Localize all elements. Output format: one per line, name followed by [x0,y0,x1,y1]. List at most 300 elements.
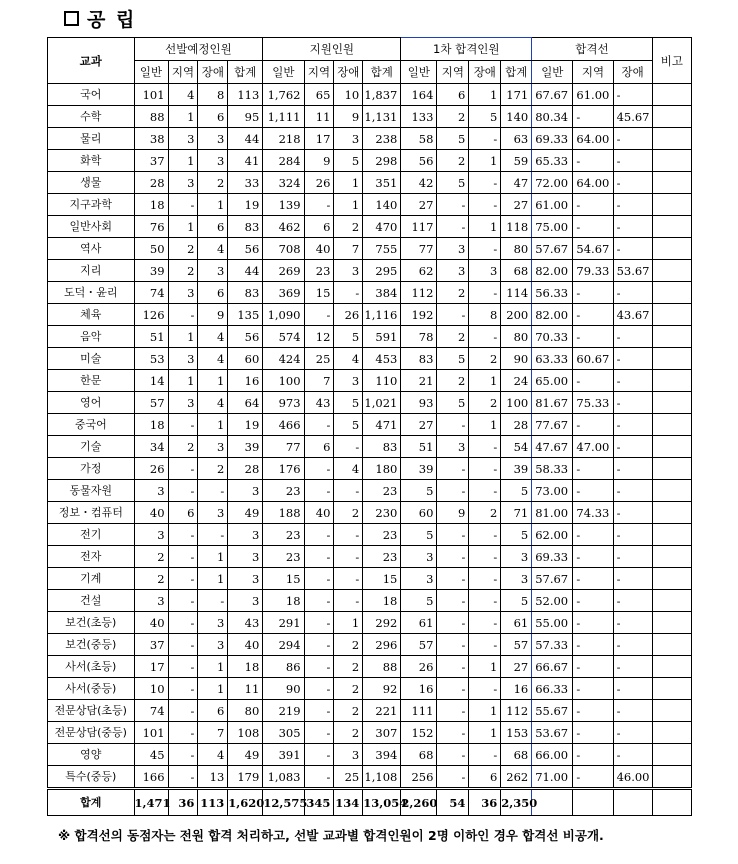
cell-planned-regional: - [168,590,198,612]
cell-cutoff-regional: 47.00 [573,436,613,458]
cell-applied-total: 18 [363,590,401,612]
cell-cutoff-disabled: - [613,282,652,304]
cell-passed-total: 140 [501,106,532,128]
cell-passed-disabled: - [469,568,501,590]
cell-cutoff-regional: - [573,656,613,678]
cell-planned-regional: - [168,546,198,568]
cell-planned-regional: - [168,612,198,634]
table-row [48,348,692,370]
subheader-disabled: 장애 [334,61,363,84]
cell-planned-regional: - [168,722,198,744]
cell-subject: 가정 [48,458,135,480]
cell-planned-disabled: 9 [198,304,228,326]
cell-cutoff-regional: - [573,722,613,744]
cell-passed-general: 5 [401,524,437,546]
cell-applied-total: 298 [363,150,401,172]
cell-passed-disabled: 5 [469,106,501,128]
cell-applied-regional: - [304,612,334,634]
cell-note [652,722,691,744]
cell-applied-general: 218 [263,128,304,150]
cell-applied-total: 230 [363,502,401,524]
cell-planned-disabled: 3 [198,612,228,634]
cell-passed-general: 27 [401,414,437,436]
cell-applied-regional: - [304,546,334,568]
cell-planned-total: 44 [228,260,263,282]
cell-passed-total: 39 [501,458,532,480]
cell-passed-total: 114 [501,282,532,304]
subheader-regional: 지역 [168,61,198,84]
cell-passed-total: 54 [501,436,532,458]
cell-applied-disabled: - [334,524,363,546]
cell-planned-general: 2 [134,546,168,568]
cell-passed-regional: - [437,656,469,678]
cell-applied-general: 294 [263,634,304,656]
cell-planned-disabled: 3 [198,128,228,150]
subheader-general: 일반 [401,61,437,84]
cell-cutoff-general: 70.33 [532,326,573,348]
table-row [48,414,692,436]
cell-planned-regional: - [168,458,198,480]
section-title [64,4,136,32]
cell-cutoff-disabled: - [613,150,652,172]
cell-planned-general: 40 [134,502,168,524]
cell-applied-regional: 25 [304,348,334,370]
cell-passed-total: 80 [501,238,532,260]
cell-planned-general: 3 [134,590,168,612]
cell-planned-total: 113 [228,84,263,106]
cell-passed-total: 27 [501,194,532,216]
cell-cutoff-disabled: - [613,172,652,194]
cell-planned-disabled: 1 [198,656,228,678]
cell-applied-regional: 17 [304,128,334,150]
cell-subject: 화학 [48,150,135,172]
cell-note [652,524,691,546]
cell-note [652,348,691,370]
cell-cutoff-general: 57.67 [532,568,573,590]
cell-applied-total: 384 [363,282,401,304]
cell-planned-general: 51 [134,326,168,348]
cell-note [652,678,691,700]
cell-passed-regional: - [437,304,469,326]
cell-passed-total: 68 [501,744,532,766]
cell-planned-total: 19 [228,194,263,216]
table-row [48,216,692,238]
cell-applied-total: 180 [363,458,401,480]
cell-cutoff-general: 53.67 [532,722,573,744]
cell-cutoff-regional: - [573,458,613,480]
cell-passed-regional: - [437,722,469,744]
cell-applied-total: 83 [363,436,401,458]
cell-planned-disabled: 4 [198,238,228,260]
subheader-regional: 지역 [304,61,334,84]
table-row [48,106,692,128]
cell-note [652,282,691,304]
cell-planned-total: 3 [228,524,263,546]
cell-cutoff-regional: - [573,590,613,612]
cell-cutoff-regional: 54.67 [573,238,613,260]
cell-note [652,744,691,766]
cell-applied-regional: 15 [304,282,334,304]
header-note: 비고 [652,38,691,84]
table-row [48,326,692,348]
subheader-total: 합계 [363,61,401,84]
cell-applied-disabled: 2 [334,634,363,656]
cell-cutoff-regional: - [573,216,613,238]
cell-planned-total: 39 [228,436,263,458]
cell-applied-total: 471 [363,414,401,436]
cell-planned-general: 37 [134,150,168,172]
cell-planned-total: 3 [228,546,263,568]
cell-applied-general: 291 [263,612,304,634]
cell-planned-regional: - [168,766,198,789]
header-cutoff: 합격선 [532,38,653,61]
cell-cutoff-regional: - [573,282,613,304]
cell-applied-regional: 6 [304,436,334,458]
cell-applied-regional: - [304,458,334,480]
cell-planned-disabled: 3 [198,150,228,172]
cell-cutoff-regional: - [573,414,613,436]
table-row [48,238,692,260]
cell-passed-regional: 5 [437,128,469,150]
cell-note [652,304,691,326]
cell-planned-general: 101 [134,84,168,106]
cell-applied-total: 88 [363,656,401,678]
cell-passed-disabled: 1 [469,700,501,722]
cell-passed-total: 27 [501,656,532,678]
cell-applied-general: 305 [263,722,304,744]
cell-planned-total: 18 [228,656,263,678]
cell-cutoff-disabled: - [613,436,652,458]
cell-applied-disabled: 2 [334,700,363,722]
cell-passed-disabled: - [469,480,501,502]
table-row [48,744,692,766]
cell-applied-disabled: 3 [334,744,363,766]
cell-planned-general: 40 [134,612,168,634]
cell-applied-regional: 43 [304,392,334,414]
cell-passed-general: 60 [401,502,437,524]
cell-applied-disabled: 2 [334,216,363,238]
cell-applied-regional: - [304,678,334,700]
cell-cutoff-regional: 60.67 [573,348,613,370]
cell-applied-general: 77 [263,436,304,458]
cell-subject: 수학 [48,106,135,128]
cell-planned-regional: 1 [168,370,198,392]
cell-applied-disabled: 5 [334,392,363,414]
cell-applied-general: 466 [263,414,304,436]
total-row [48,789,692,816]
cell-planned-regional: 6 [168,502,198,524]
cell-planned-regional: 2 [168,260,198,282]
cell-planned-disabled: 13 [198,766,228,789]
cell-cutoff-regional: - [573,326,613,348]
cell-planned-regional: 3 [168,128,198,150]
cell-cutoff-regional: - [573,766,613,789]
cell-applied-regional: - [304,744,334,766]
cell-applied-total: 591 [363,326,401,348]
cell-applied-regional: 65 [304,84,334,106]
cell-passed-general: 27 [401,194,437,216]
cell-cutoff-general: 66.33 [532,678,573,700]
cell-planned-total: 80 [228,700,263,722]
cell-passed-total: 112 [501,700,532,722]
table-row [48,480,692,502]
cell-applied-total: 755 [363,238,401,260]
cell-passed-regional: - [437,700,469,722]
cell-planned-regional: - [168,194,198,216]
cell-passed-regional: 2 [437,282,469,304]
cell-passed-regional: 2 [437,370,469,392]
header-planned: 선발예정인원 [134,38,263,61]
total-applied-total: 13,054 [363,789,401,816]
total-cutoff-general [532,789,573,816]
cell-planned-disabled: - [198,480,228,502]
cell-applied-total: 1,837 [363,84,401,106]
cell-planned-regional: 3 [168,392,198,414]
cell-applied-general: 176 [263,458,304,480]
cell-planned-regional: 3 [168,282,198,304]
total-subject: 합계 [48,789,135,816]
cell-applied-general: 23 [263,480,304,502]
cell-cutoff-regional: 61.00 [573,84,613,106]
total-planned-disabled: 113 [198,789,228,816]
cell-planned-regional: 1 [168,106,198,128]
cell-passed-regional: 2 [437,106,469,128]
cell-cutoff-general: 72.00 [532,172,573,194]
cell-planned-regional: 2 [168,238,198,260]
cell-planned-regional: - [168,634,198,656]
cell-passed-disabled: - [469,634,501,656]
cell-planned-regional: 3 [168,348,198,370]
cell-planned-total: 28 [228,458,263,480]
cell-planned-regional: - [168,656,198,678]
cell-planned-disabled: 2 [198,458,228,480]
cell-cutoff-regional: - [573,524,613,546]
cell-cutoff-disabled: - [613,238,652,260]
cell-applied-disabled: 2 [334,722,363,744]
cell-cutoff-general: 55.00 [532,612,573,634]
cell-planned-general: 26 [134,458,168,480]
cell-cutoff-disabled: - [613,634,652,656]
cell-applied-disabled: 9 [334,106,363,128]
cell-passed-disabled: 1 [469,84,501,106]
cell-passed-total: 171 [501,84,532,106]
cell-cutoff-regional: - [573,678,613,700]
cell-passed-disabled: - [469,612,501,634]
cell-cutoff-regional: 64.00 [573,172,613,194]
table-row [48,436,692,458]
cell-passed-total: 5 [501,524,532,546]
total-applied-general: 12,575 [263,789,304,816]
cell-cutoff-disabled: - [613,414,652,436]
cell-cutoff-regional: - [573,106,613,128]
cell-passed-total: 68 [501,260,532,282]
cell-planned-disabled: 4 [198,744,228,766]
cell-cutoff-general: 57.67 [532,238,573,260]
table-row [48,612,692,634]
cell-applied-general: 1,762 [263,84,304,106]
cell-passed-regional: - [437,194,469,216]
cell-applied-general: 18 [263,590,304,612]
cell-passed-total: 200 [501,304,532,326]
cell-subject: 일반사회 [48,216,135,238]
cell-passed-general: 3 [401,546,437,568]
subheader-disabled: 장애 [469,61,501,84]
cell-passed-regional: - [437,678,469,700]
cell-planned-disabled: 4 [198,326,228,348]
cell-planned-disabled: 3 [198,260,228,282]
cell-cutoff-disabled: - [613,502,652,524]
cell-passed-regional: - [437,612,469,634]
cell-cutoff-general: 67.67 [532,84,573,106]
cell-applied-general: 462 [263,216,304,238]
cell-planned-total: 83 [228,216,263,238]
total-planned-total: 1,620 [228,789,263,816]
cell-cutoff-disabled: - [613,84,652,106]
cell-applied-disabled: 2 [334,502,363,524]
cell-cutoff-disabled: - [613,590,652,612]
cell-applied-general: 391 [263,744,304,766]
table-row [48,766,692,789]
cell-applied-general: 219 [263,700,304,722]
cell-planned-general: 28 [134,172,168,194]
cell-subject: 특수(중등) [48,766,135,789]
cell-passed-total: 24 [501,370,532,392]
cell-cutoff-general: 66.00 [532,744,573,766]
cell-applied-disabled: 4 [334,348,363,370]
cell-cutoff-regional: - [573,612,613,634]
cell-passed-disabled: 1 [469,656,501,678]
cell-planned-general: 39 [134,260,168,282]
cell-cutoff-disabled: - [613,700,652,722]
table-row [48,370,692,392]
total-note [652,789,691,816]
cell-planned-total: 3 [228,590,263,612]
cell-planned-total: 49 [228,502,263,524]
cell-cutoff-general: 61.00 [532,194,573,216]
cell-passed-disabled: - [469,172,501,194]
total-passed-general: 2,260 [401,789,437,816]
table-row [48,722,692,744]
cell-planned-disabled: 4 [198,348,228,370]
cell-note [652,106,691,128]
cell-planned-total: 135 [228,304,263,326]
cell-cutoff-disabled: - [613,458,652,480]
total-cutoff-regional [573,789,613,816]
cell-planned-regional: 1 [168,216,198,238]
cell-note [652,216,691,238]
cell-passed-regional: 9 [437,502,469,524]
cell-passed-disabled: - [469,744,501,766]
cell-cutoff-disabled: - [613,480,652,502]
cell-applied-general: 1,090 [263,304,304,326]
cell-cutoff-disabled: 53.67 [613,260,652,282]
table-row [48,656,692,678]
cell-planned-total: 41 [228,150,263,172]
cell-note [652,370,691,392]
cell-planned-total: 95 [228,106,263,128]
cell-planned-regional: - [168,480,198,502]
cell-subject: 영어 [48,392,135,414]
cell-applied-disabled: 5 [334,326,363,348]
cell-passed-general: 68 [401,744,437,766]
cell-subject: 보건(초등) [48,612,135,634]
cell-applied-regional: - [304,766,334,789]
cell-planned-disabled: 1 [198,546,228,568]
cell-cutoff-regional: - [573,568,613,590]
cell-cutoff-disabled: 46.00 [613,766,652,789]
cell-passed-general: 93 [401,392,437,414]
cell-cutoff-disabled: - [613,524,652,546]
cell-passed-regional: 5 [437,172,469,194]
cell-applied-general: 15 [263,568,304,590]
cell-applied-general: 1,083 [263,766,304,789]
cell-passed-regional: - [437,480,469,502]
cell-planned-general: 10 [134,678,168,700]
cell-note [652,590,691,612]
subheader-disabled: 장애 [198,61,228,84]
cell-cutoff-disabled: - [613,194,652,216]
header-applicants: 지원인원 [263,38,401,61]
cell-planned-disabled: 3 [198,634,228,656]
cell-applied-total: 23 [363,546,401,568]
cell-passed-regional: 2 [437,326,469,348]
cell-passed-total: 47 [501,172,532,194]
cell-passed-regional: - [437,216,469,238]
cell-planned-regional: 1 [168,150,198,172]
cell-passed-general: 78 [401,326,437,348]
cell-passed-total: 16 [501,678,532,700]
cell-subject: 전자 [48,546,135,568]
cell-applied-disabled: 2 [334,678,363,700]
cell-planned-disabled: 6 [198,216,228,238]
cell-passed-general: 39 [401,458,437,480]
cell-planned-disabled: 1 [198,568,228,590]
cell-cutoff-general: 73.00 [532,480,573,502]
table-row [48,282,692,304]
cell-passed-general: 61 [401,612,437,634]
cell-passed-total: 100 [501,392,532,414]
table-body [48,84,692,816]
cell-cutoff-regional: - [573,480,613,502]
cell-cutoff-general: 58.33 [532,458,573,480]
cell-applied-general: 574 [263,326,304,348]
cell-cutoff-disabled: 45.67 [613,106,652,128]
table-row [48,524,692,546]
table-row [48,84,692,106]
cell-cutoff-regional: 79.33 [573,260,613,282]
cell-applied-general: 100 [263,370,304,392]
cell-cutoff-disabled: - [613,370,652,392]
cell-planned-general: 14 [134,370,168,392]
cell-passed-total: 118 [501,216,532,238]
cell-applied-total: 1,021 [363,392,401,414]
cell-applied-disabled: - [334,480,363,502]
cell-note [652,128,691,150]
cell-subject: 도덕・윤리 [48,282,135,304]
subheader-regional: 지역 [437,61,469,84]
cell-applied-general: 23 [263,546,304,568]
cell-applied-disabled: 3 [334,370,363,392]
cell-passed-general: 133 [401,106,437,128]
cell-passed-total: 63 [501,128,532,150]
subheader-regional: 지역 [573,61,613,84]
cell-applied-total: 292 [363,612,401,634]
cell-note [652,502,691,524]
cell-applied-general: 90 [263,678,304,700]
cell-planned-total: 40 [228,634,263,656]
cell-planned-disabled: 6 [198,700,228,722]
cell-planned-disabled: 2 [198,172,228,194]
